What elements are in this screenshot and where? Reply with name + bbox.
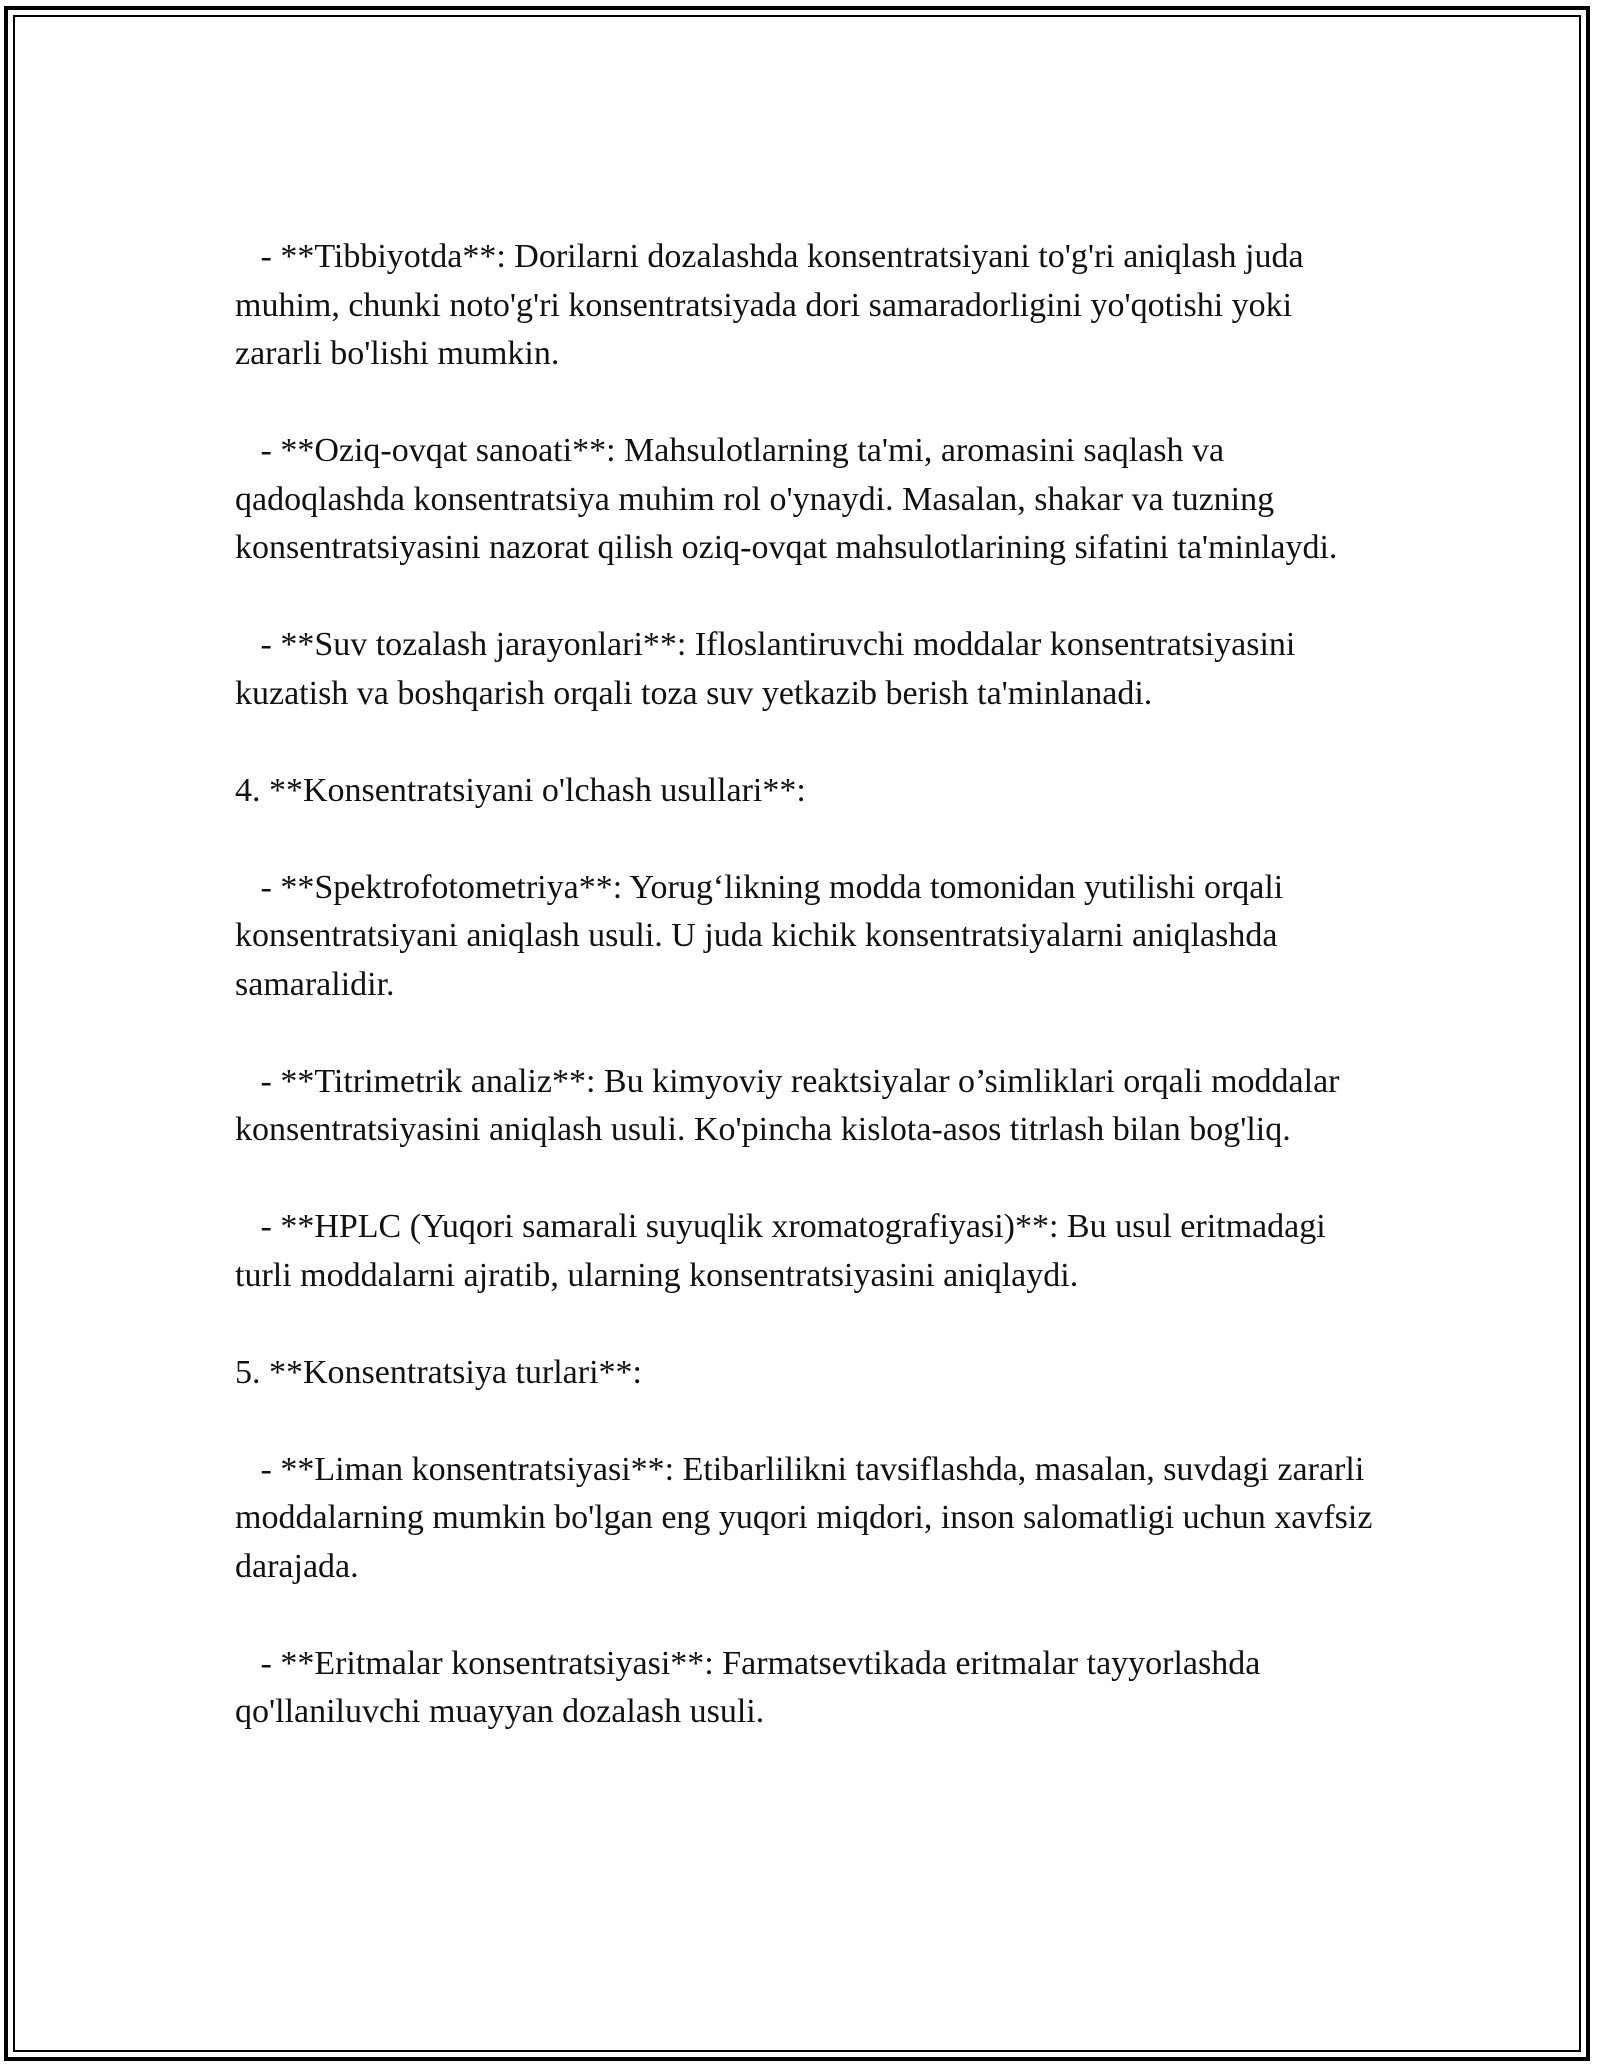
paragraph-liman: - **Liman konsentratsiyasi**: Etibarlilikni tavsiflashda, masalan, suvdagi zararli moddalarning mumkin bo'lgan eng yuqori miqdori, inson salomatligi uchun xavfsiz darajada.: [235, 1450, 1381, 1585]
paragraph-spacer: [235, 573, 1375, 622]
paragraph-titrimetrik: - **Titrimetrik analiz**: Bu kimyoviy reaktsiyalar o’simliklari orqali moddalar konsentratsiyasini aniqlash usuli. Ko'pincha kislota-asos titrlash bilan bog'liq.: [235, 1062, 1348, 1148]
section-heading-konsentratsiya-turlari: 5. **Konsentratsiya turlari**:: [235, 1353, 642, 1391]
paragraph-spektrofotometriya: - **Spektrofotometriya**: Yorug‘likning modda tomonidan yutilishi orqali konsentratsiyani aniqlash usuli. U juda kichik konsentratsiyalarni aniqlashda samaralidir.: [235, 868, 1292, 1003]
paragraph-spacer: [235, 1591, 1375, 1640]
paragraph-spacer: [235, 1300, 1375, 1349]
section-heading-olchash-usullari: 4. **Konsentratsiyani o'lchash usullari**:: [235, 771, 806, 809]
paragraph-spacer: [235, 815, 1375, 864]
document-body: [235, 233, 1381, 1737]
paragraph-spacer: [235, 1155, 1375, 1204]
paragraph-suv-tozalash: - **Suv tozalash jarayonlari**: Ifloslantiruvchi moddalar konsentratsiyasini kuzatish va boshqarish orqali toza suv yetkazib berish ta'minlanadi.: [235, 626, 1304, 712]
paragraph-eritmalar: - **Eritmalar konsentratsiyasi**: Farmatsevtikada eritmalar tayyorlashda qo'llaniluvchi muayyan dozalash usuli.: [235, 1644, 1269, 1730]
paragraph-hplc: - **HPLC (Yuqori samarali suyuqlik xromatografiyasi)**: Bu usul eritmadagi turli moddalarni ajratib, ularning konsentratsiyasini aniqlaydi.: [235, 1208, 1335, 1294]
paragraph-tibbiyotda: - **Tibbiyotda**: Dorilarni dozalashda konsentratsiyani to'g'ri aniqlash juda muhim, chunki noto'g'ri konsentratsiyada dori samaradorligini yo'qotishi yoki zararli bo'lishi mumkin.: [235, 238, 1313, 372]
paragraph-spacer: [235, 1009, 1375, 1058]
paragraph-spacer: [235, 1397, 1375, 1446]
paragraph-spacer: [235, 718, 1375, 767]
paragraph-oziq-ovqat: - **Oziq-ovqat sanoati**: Mahsulotlarning ta'mi, aromasini saqlash va qadoqlashda konsentratsiya muhim rol o'ynaydi. Masalan, shakar va tuzning konsentratsiyasini nazorat qilish oziq-ovqat mahsulotlarining sifatini ta'minlaydi.: [235, 432, 1338, 566]
paragraph-spacer: [235, 379, 1375, 428]
